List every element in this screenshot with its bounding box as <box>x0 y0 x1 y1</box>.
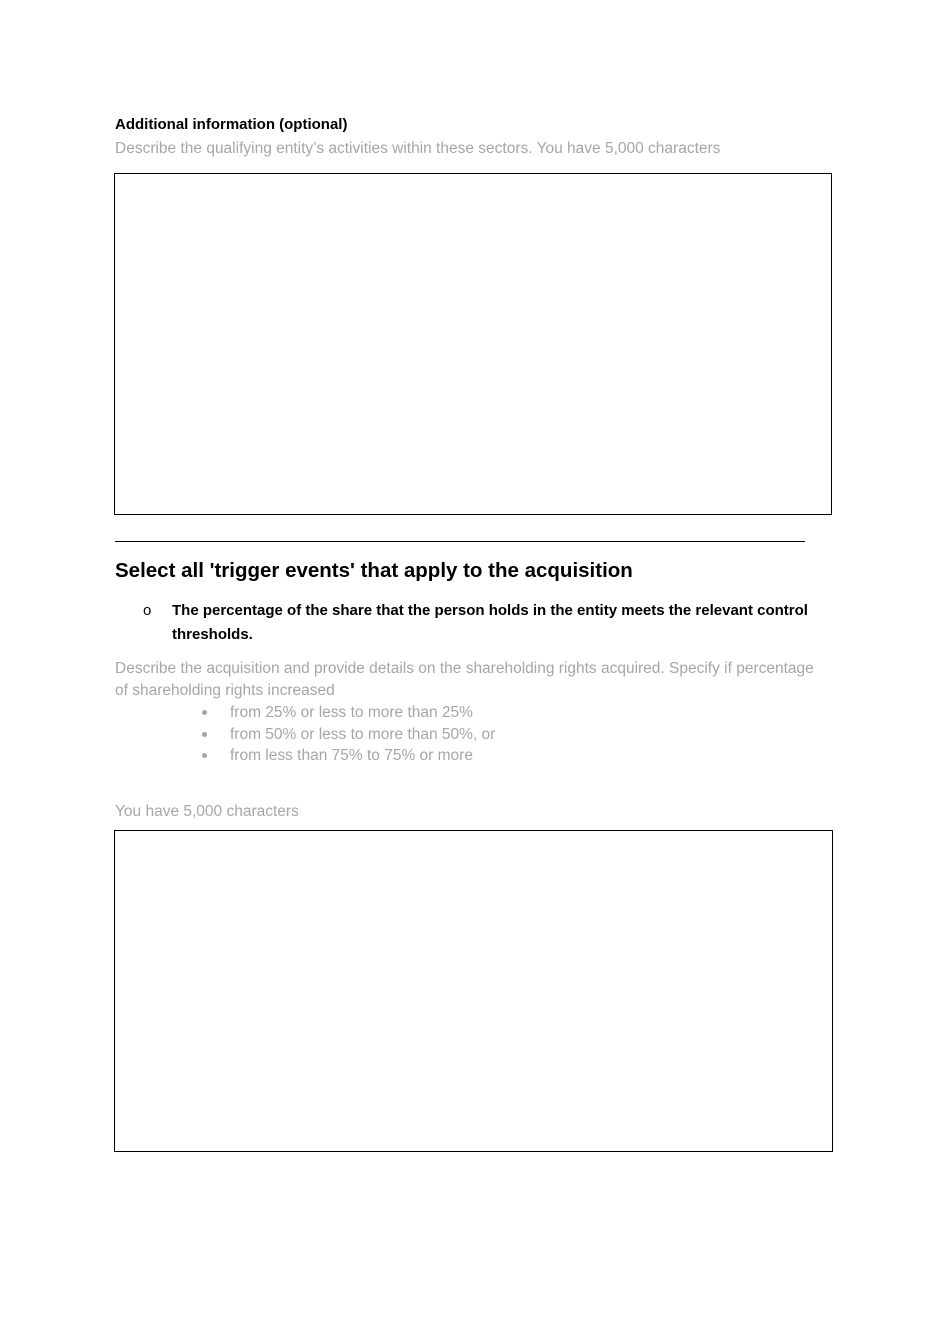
bullet-icon <box>202 753 207 758</box>
trigger-events-heading: Select all 'trigger events' that apply to the acquisition <box>115 559 633 582</box>
additional-info-label: Additional information (optional) <box>115 116 348 133</box>
acquisition-details-textbox[interactable] <box>114 830 833 1152</box>
threshold-bullet-list <box>200 702 495 767</box>
bullet-text: from 50% or less to more than 50%, or <box>230 725 496 743</box>
bullet-icon <box>202 732 207 737</box>
bullet-text: from less than 75% to 75% or more <box>230 747 473 764</box>
list-item <box>200 724 495 746</box>
additional-info-hint: Describe the qualifying entity’s activities within these sectors. You have 5,000 characters <box>115 140 721 157</box>
list-item <box>200 702 495 724</box>
section-divider <box>115 541 805 542</box>
bullet-icon <box>202 710 207 715</box>
character-limit-hint: You have 5,000 characters <box>115 803 299 820</box>
trigger-event-option-label: The percentage of the share that the person holds in the entity meets the relevant control thresholds. <box>172 602 808 643</box>
option-circle-icon[interactable]: o <box>143 602 152 619</box>
bullet-text: from 25% or less to more than 25% <box>230 704 473 721</box>
acquisition-description-hint: Describe the acquisition and provide details on the shareholding rights acquired. Specify if percentage of shareholding rights increased <box>115 660 814 699</box>
additional-info-textbox[interactable] <box>114 173 832 515</box>
list-item <box>200 745 495 767</box>
